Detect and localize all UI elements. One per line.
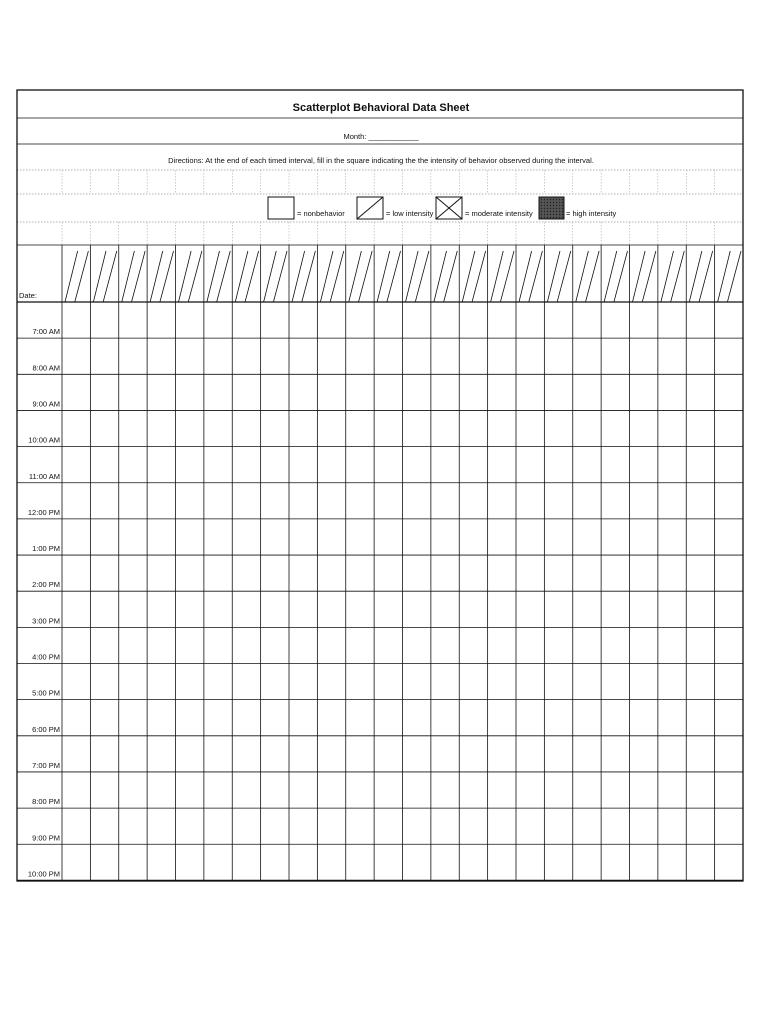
date-slash <box>491 251 504 302</box>
date-slash <box>245 251 259 302</box>
date-slash <box>614 251 628 302</box>
legend-label-high: = high intensity <box>566 209 617 218</box>
time-label: 10:00 AM <box>28 435 60 445</box>
date-slash <box>519 251 532 302</box>
time-label: 8:00 PM <box>32 797 60 807</box>
legend-box-high <box>539 197 564 219</box>
date-slash <box>604 251 617 302</box>
legend-label-low: = low intensity <box>386 209 434 218</box>
legend <box>268 197 616 219</box>
date-slash <box>217 251 231 302</box>
date-slash <box>415 251 429 302</box>
date-label: Date: <box>19 291 37 300</box>
date-slash <box>529 251 543 302</box>
date-slash <box>264 251 277 302</box>
time-label: 5:00 PM <box>32 688 60 698</box>
legend-label-moderate: = moderate intensity <box>465 209 533 218</box>
time-label: 10:00 PM <box>27 869 60 879</box>
legend-slash-low <box>357 197 383 219</box>
date-slash <box>671 251 685 302</box>
date-slash <box>122 251 135 302</box>
date-slash <box>500 251 514 302</box>
date-slash <box>292 251 305 302</box>
date-slash <box>557 251 571 302</box>
time-label: 2:00 PM <box>32 580 60 590</box>
date-slash <box>273 251 287 302</box>
date-slash <box>661 251 674 302</box>
legend-box-nonbehavior <box>268 197 294 219</box>
date-slash <box>689 251 702 302</box>
date-slash <box>188 251 202 302</box>
date-slash <box>387 251 401 302</box>
month-label: Month: ____________ <box>343 132 419 141</box>
date-slash <box>349 251 362 302</box>
time-label: 3:00 PM <box>32 616 60 626</box>
sheet-title: Scatterplot Behavioral Data Sheet <box>292 102 470 114</box>
time-labels <box>28 327 60 878</box>
time-label: 11:00 AM <box>28 471 60 481</box>
date-slash <box>462 251 475 302</box>
date-slash <box>444 251 458 302</box>
time-label: 7:00 PM <box>32 760 60 770</box>
time-label: 9:00 PM <box>32 833 60 843</box>
date-slash <box>547 251 560 302</box>
date-slash <box>576 251 589 302</box>
date-slash <box>302 251 316 302</box>
time-label: 12:00 PM <box>27 507 60 517</box>
date-slash <box>160 251 174 302</box>
date-slash <box>727 251 741 302</box>
date-slash <box>472 251 486 302</box>
date-slash <box>179 251 192 302</box>
date-slash <box>406 251 419 302</box>
scatterplot-grid <box>17 118 743 880</box>
directions-text: Directions: At the end of each timed interval, fill in the square indicating the the intensity of behavior observed during the interval. <box>168 156 594 165</box>
sheet-border <box>17 90 743 881</box>
date-slash <box>235 251 248 302</box>
time-label: 8:00 AM <box>32 363 60 373</box>
time-label: 9:00 AM <box>32 399 60 409</box>
date-slash <box>434 251 447 302</box>
legend-label-nonbehavior: = nonbehavior <box>297 209 345 218</box>
date-slash <box>642 251 656 302</box>
date-slash <box>330 251 344 302</box>
date-slash <box>359 251 373 302</box>
date-slash <box>132 251 146 302</box>
time-label: 4:00 PM <box>32 652 60 662</box>
date-slash <box>320 251 333 302</box>
date-slash <box>633 251 646 302</box>
time-label: 7:00 AM <box>32 327 60 337</box>
date-slash <box>150 251 163 302</box>
date-slash <box>75 251 89 302</box>
date-slash <box>207 251 220 302</box>
date-slash <box>103 251 117 302</box>
time-label: 1:00 PM <box>32 544 60 554</box>
date-slash <box>93 251 106 302</box>
date-slash <box>718 251 731 302</box>
date-slash <box>377 251 390 302</box>
date-slash <box>586 251 600 302</box>
time-label: 6:00 PM <box>32 724 60 734</box>
date-slash <box>699 251 713 302</box>
date-slash <box>65 251 78 302</box>
